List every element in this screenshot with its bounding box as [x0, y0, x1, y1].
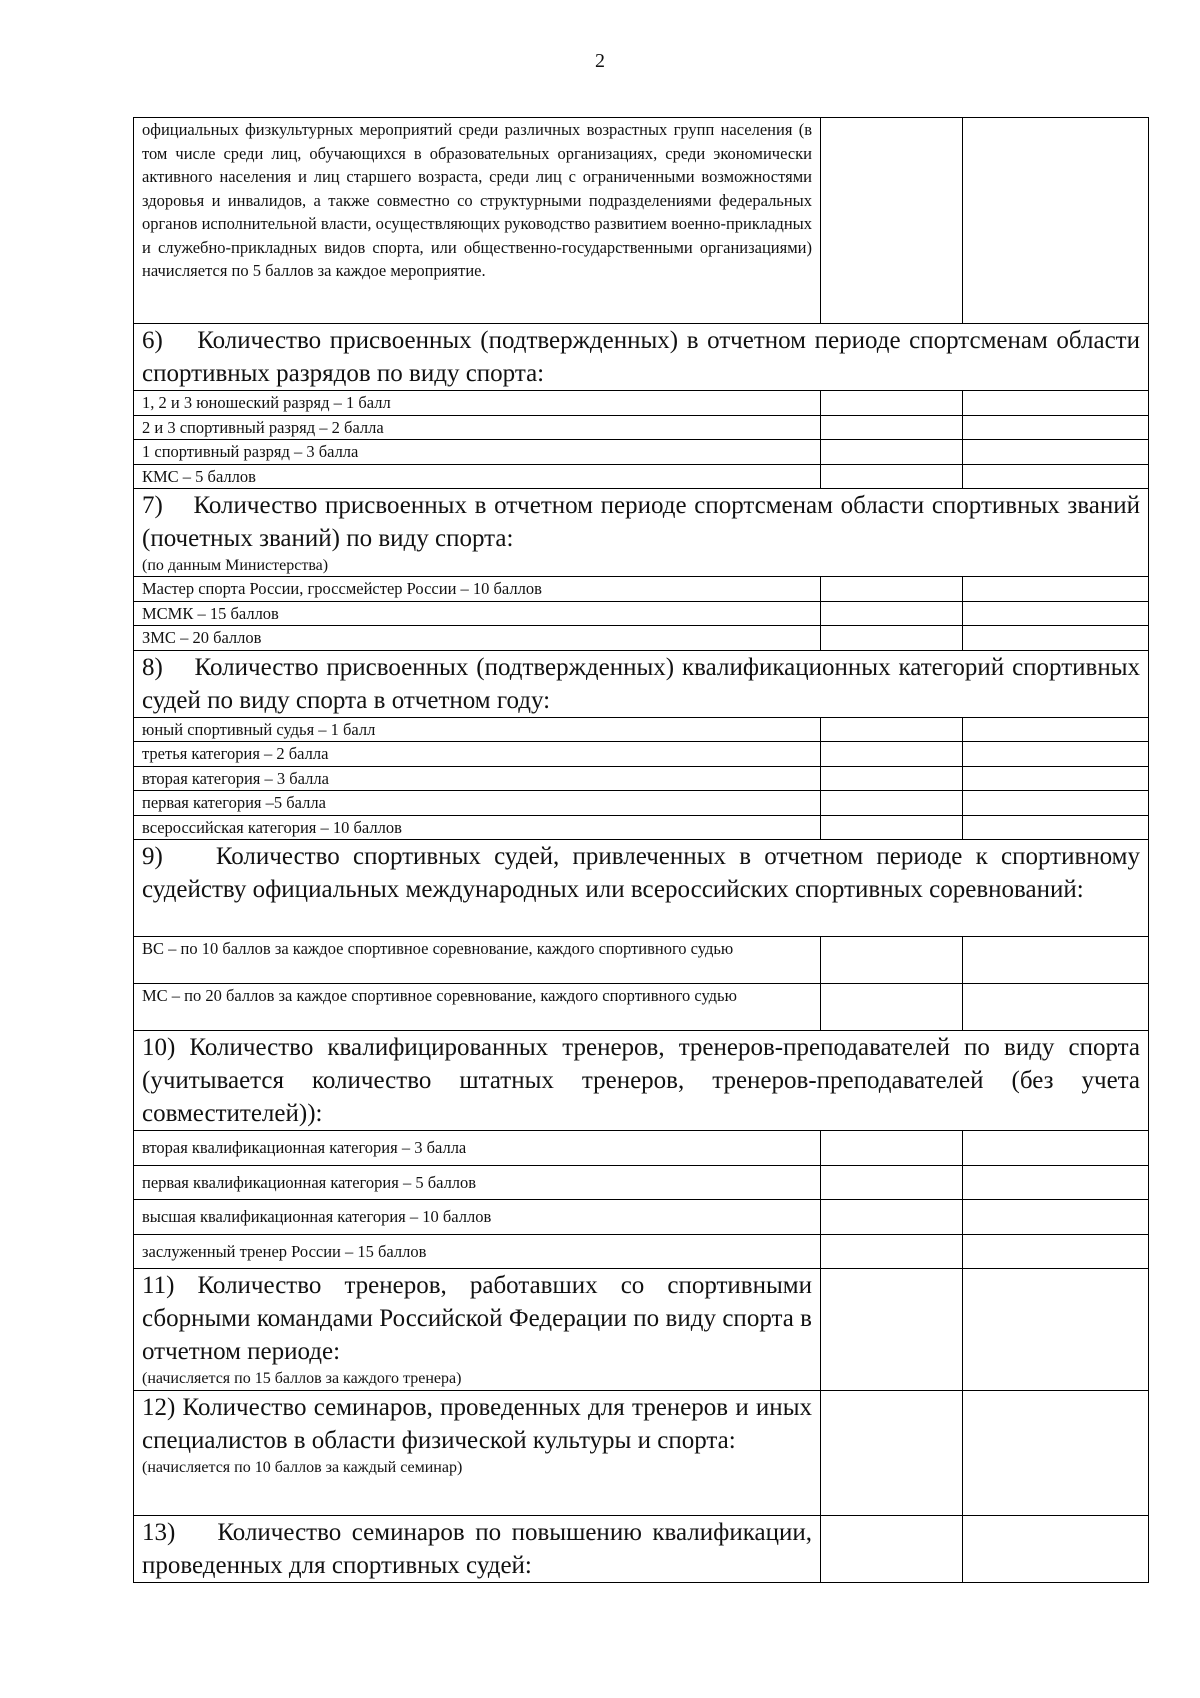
value-cell[interactable] [821, 1131, 963, 1166]
section-12-cell [134, 1391, 821, 1516]
value-cell[interactable] [821, 577, 963, 602]
criterion-label: первая категория –5 балла [134, 791, 821, 816]
value-cell[interactable] [821, 815, 963, 840]
value-cell[interactable] [821, 791, 963, 816]
table-row [134, 626, 1149, 651]
value-cell[interactable] [821, 626, 963, 651]
score-cell[interactable] [963, 1269, 1149, 1391]
section-11-row [134, 1269, 1149, 1391]
table-row [134, 1131, 1149, 1166]
value-cell[interactable] [821, 601, 963, 626]
criterion-label: 1 спортивный разряд – 3 балла [134, 440, 821, 465]
value-cell[interactable] [821, 717, 963, 742]
section-13-row [134, 1516, 1149, 1583]
section-6-header [134, 324, 1149, 391]
criteria-table [133, 117, 1149, 1583]
score-cell[interactable] [963, 1200, 1149, 1235]
criterion-label: Мастер спорта России, гроссмейстер России – 10 баллов [134, 577, 821, 602]
section-13-cell [134, 1516, 821, 1583]
table-row [134, 440, 1149, 465]
score-cell[interactable] [963, 766, 1149, 791]
score-cell[interactable] [963, 415, 1149, 440]
score-cell[interactable] [963, 984, 1149, 1031]
value-cell[interactable] [821, 415, 963, 440]
criterion-label: вторая категория – 3 балла [134, 766, 821, 791]
value-cell[interactable] [821, 440, 963, 465]
criterion-label: первая квалификационная категория – 5 баллов [134, 1165, 821, 1200]
value-cell[interactable] [821, 1269, 963, 1391]
section-8-header [134, 650, 1149, 717]
section-11-cell [134, 1269, 821, 1391]
value-cell[interactable] [821, 1234, 963, 1269]
section-10-header [134, 1031, 1149, 1131]
section-6-cell [134, 324, 1149, 391]
section-11-title: 11) Количество тренеров, работавших со спортивными сборными командами Российской Федерации по виду спорта в отчетном периоде: [142, 1272, 812, 1365]
criterion-label: 1, 2 и 3 юношеский разряд – 1 балл [134, 391, 821, 416]
score-cell[interactable] [963, 577, 1149, 602]
section-9-header [134, 840, 1149, 937]
table-row [134, 1234, 1149, 1269]
criterion-label: ВС – по 10 баллов за каждое спортивное соревнование, каждого спортивного судью [134, 937, 821, 984]
table-row [134, 937, 1149, 984]
criterion-label: заслуженный тренер России – 15 баллов [134, 1234, 821, 1269]
score-cell[interactable] [963, 601, 1149, 626]
section-8-cell [134, 650, 1149, 717]
section-7-title: 7) Количество присвоенных в отчетном периоде спортсменам области спортивных званий (почетных званий) по виду спорта: [142, 492, 1140, 552]
section-7-header [134, 489, 1149, 577]
value-cell[interactable] [821, 391, 963, 416]
criterion-label: МСМК – 15 баллов [134, 601, 821, 626]
section-12-row [134, 1391, 1149, 1516]
section-12-note: (начисляется по 10 баллов за каждый семинар) [142, 1459, 463, 1476]
criterion-label: вторая квалификационная категория – 3 балла [134, 1131, 821, 1166]
score-cell[interactable] [963, 391, 1149, 416]
intro-row [134, 118, 1149, 324]
table-row [134, 984, 1149, 1031]
criterion-label: КМС – 5 баллов [134, 464, 821, 489]
section-9-cell [134, 840, 1149, 937]
score-cell[interactable] [963, 1165, 1149, 1200]
value-cell[interactable] [821, 766, 963, 791]
criterion-label: МС – по 20 баллов за каждое спортивное соревнование, каждого спортивного судью [134, 984, 821, 1031]
table-row [134, 577, 1149, 602]
score-cell[interactable] [963, 815, 1149, 840]
table-row [134, 791, 1149, 816]
page-number: 2 [595, 50, 605, 72]
value-cell[interactable] [821, 1200, 963, 1235]
score-cell[interactable] [963, 1234, 1149, 1269]
criterion-label: юный спортивный судья – 1 балл [134, 717, 821, 742]
table-row [134, 1200, 1149, 1235]
score-cell[interactable] [963, 118, 1149, 324]
criterion-label: 2 и 3 спортивный разряд – 2 балла [134, 415, 821, 440]
table-row [134, 815, 1149, 840]
value-cell[interactable] [821, 1516, 963, 1583]
score-cell[interactable] [963, 1391, 1149, 1516]
score-cell[interactable] [963, 626, 1149, 651]
table-row [134, 766, 1149, 791]
table-row [134, 391, 1149, 416]
section-12-title: 12) Количество семинаров, проведенных для тренеров и иных специалистов в области физической культуры и спорта: [142, 1394, 812, 1454]
section-7-note: (по данным Министерства) [142, 557, 329, 574]
table-row [134, 415, 1149, 440]
section-8-title: 8) Количество присвоенных (подтвержденных) квалификационных категорий спортивных судей по виду спорта в отчетном году: [142, 653, 1140, 714]
score-cell[interactable] [963, 1131, 1149, 1166]
section-11-note: (начисляется по 15 баллов за каждого тренера) [142, 1370, 462, 1387]
score-cell[interactable] [963, 440, 1149, 465]
criterion-label: всероссийская категория – 10 баллов [134, 815, 821, 840]
section-10-cell [134, 1031, 1149, 1131]
score-cell[interactable] [963, 717, 1149, 742]
table-row [134, 464, 1149, 489]
value-cell[interactable] [821, 464, 963, 489]
score-cell[interactable] [963, 742, 1149, 767]
criterion-label: высшая квалификационная категория – 10 баллов [134, 1200, 821, 1235]
value-cell[interactable] [821, 118, 963, 324]
criterion-label: третья категория – 2 балла [134, 742, 821, 767]
section-6-title: 6) Количество присвоенных (подтвержденных) в отчетном периоде спортсменам области спортивных разрядов по виду спорта: [142, 327, 1140, 387]
section-7-cell [134, 489, 1149, 577]
table-row [134, 717, 1149, 742]
score-cell[interactable] [963, 937, 1149, 984]
value-cell[interactable] [821, 1165, 963, 1200]
table-row [134, 1165, 1149, 1200]
score-cell[interactable] [963, 1516, 1149, 1583]
score-cell[interactable] [963, 791, 1149, 816]
value-cell[interactable] [821, 937, 963, 984]
criterion-label: ЗМС – 20 баллов [134, 626, 821, 651]
score-cell[interactable] [963, 464, 1149, 489]
table-row [134, 742, 1149, 767]
value-cell[interactable] [821, 1391, 963, 1516]
section-13-title: 13) Количество семинаров по повышению квалификации, проведенных для спортивных судей: [142, 1519, 812, 1579]
section-10-title: 10) Количество квалифицированных тренеров, тренеров-преподавателей по виду спорта (учитывается количество штатных тренеров, тренеров-преподавателей (без учета совместителей)): [142, 1034, 1140, 1127]
intro-text: официальных физкультурных мероприятий среди различных возрастных групп населения (в том числе среди лиц, обучающихся в образовательных организациях, среди экономически активного населения и лиц старшего возраста, среди лиц с ограниченными возможностями здоровья и инвалидов, а также совместно со структурными подразделениями федеральных органов исполнительной власти, осуществляющих руководство развитием военно-прикладных и служебно-прикладных видов спорта, или общественно-государственными организациями) начисляется по 5 баллов за каждое мероприятие. [134, 118, 821, 324]
value-cell[interactable] [821, 742, 963, 767]
table-row [134, 601, 1149, 626]
value-cell[interactable] [821, 984, 963, 1031]
section-9-title: 9) Количество спортивных судей, привлеченных в отчетном периоде к спортивному судейству официальных международных или всероссийских спортивных соревнований: [142, 843, 1140, 903]
